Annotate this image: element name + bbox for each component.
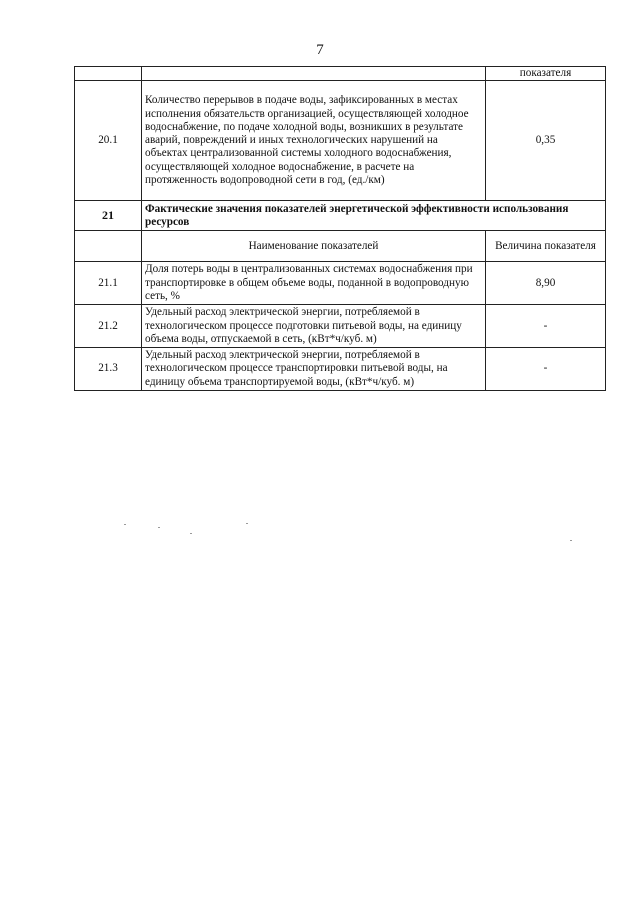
scan-speck: [124, 524, 126, 525]
table-row: [75, 348, 606, 391]
row-description: Доля потерь воды в централизованных системах водоснабжения при транспортировке в общем объеме воды, поданной в водопроводную сеть, %: [142, 262, 486, 305]
cell-value-continued: показателя: [486, 67, 606, 81]
row-value: 0,35: [486, 81, 606, 201]
column-header-row: [75, 231, 606, 262]
row-number: 21.3: [75, 348, 142, 391]
header-num-empty: [75, 231, 142, 262]
cell-desc-empty: [142, 67, 486, 81]
row-number: 21.1: [75, 262, 142, 305]
scan-speck: [570, 540, 572, 541]
row-description: Удельный расход электрической энергии, потребляемой в технологическом процессе транспортировки питьевой воды, на единицу объема транспортируемой воды, (кВт*ч/куб. м): [142, 348, 486, 391]
cell-num-empty: [75, 67, 142, 81]
header-name: Наименование показателей: [142, 231, 486, 262]
page-number: 7: [316, 42, 324, 58]
row-number: 20.1: [75, 81, 142, 201]
scan-speck: [246, 523, 248, 524]
header-value: Величина показателя: [486, 231, 606, 262]
row-description: Количество перерывов в подаче воды, зафиксированных в местах исполнения обязательств организацией, осуществляющей холодное водоснабжение, по подаче холодной воды, возникших в результате аварий, повреждений и иных технологических нарушений на объектах централизованной системы холодного водоснабжения, осуществляющей холодное водоснабжение, в расчете на протяженность водопроводной сети в год, (ед./км): [142, 81, 486, 201]
table-row: [75, 81, 606, 201]
row-number: 21.2: [75, 305, 142, 348]
section-number: 21: [75, 201, 142, 231]
row-value: -: [486, 305, 606, 348]
table-row: [75, 262, 606, 305]
scan-speck: [190, 533, 192, 534]
section-title: Фактические значения показателей энергетической эффективности использования ресурсов: [142, 201, 606, 231]
row-value: -: [486, 348, 606, 391]
table-row: [75, 305, 606, 348]
scan-speck: [158, 527, 160, 528]
indicators-table: [74, 66, 606, 391]
row-description: Удельный расход электрической энергии, потребляемой в технологическом процессе подготовки питьевой воды, на единицу объема воды, отпускаемой в сеть, (кВт*ч/куб. м): [142, 305, 486, 348]
table-row-continued-header: [75, 67, 606, 81]
row-value: 8,90: [486, 262, 606, 305]
section-row: [75, 201, 606, 231]
